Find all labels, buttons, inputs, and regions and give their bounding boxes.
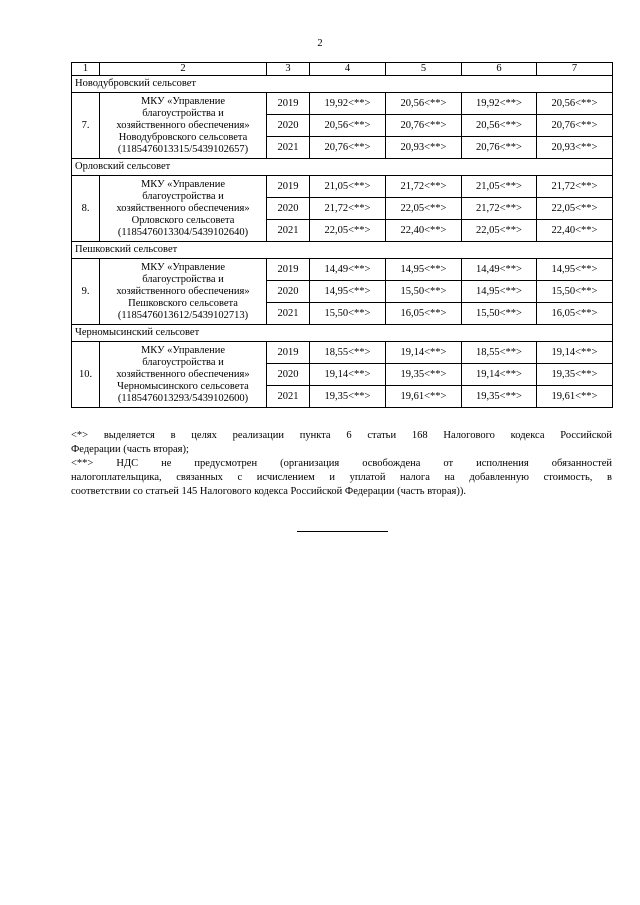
table-header-row [72,63,613,76]
tariff-table [71,62,613,408]
year-cell: 2019 [267,259,310,281]
tariff-cell: 20,56<**> [462,115,537,137]
year-cell: 2020 [267,115,310,137]
column-header: 1 [72,63,100,76]
row-number: 8. [72,176,100,242]
organization-line: хозяйственного обеспечения» [116,285,250,297]
tariff-cell: 21,72<**> [537,176,613,198]
section-title: Пешковский сельсовет [72,242,613,259]
tariff-cell: 19,92<**> [310,93,386,115]
tariff-table-body [72,63,613,408]
tariff-cell: 19,14<**> [462,364,537,386]
tariff-cell: 22,05<**> [462,220,537,242]
tariff-cell: 18,55<**> [462,342,537,364]
tariff-cell: 16,05<**> [386,303,462,325]
tariff-cell: 22,40<**> [386,220,462,242]
page-number: 2 [317,38,323,49]
tariff-cell: 20,76<**> [310,137,386,159]
tariff-cell: 20,76<**> [462,137,537,159]
organization-line: благоустройства и [142,273,224,285]
organization-line: (1185476013315/5439102657) [117,143,249,155]
section-title: Черномысинский сельсовет [72,325,613,342]
tariff-cell: 14,95<**> [462,281,537,303]
tariff-cell: 22,05<**> [537,198,613,220]
row-number: 9. [72,259,100,325]
tariff-cell: 16,05<**> [537,303,613,325]
tariff-cell: 20,56<**> [537,93,613,115]
tariff-cell: 15,50<**> [537,281,613,303]
table-row [72,342,613,364]
footnote-vat-exempt-line: <**> НДС не предусмотрен (организация освобождена от исполнения обязанностей [71,458,612,469]
column-header: 3 [267,63,310,76]
row-number: 10. [72,342,100,408]
row-number: 7. [72,93,100,159]
organization-line: Орловского сельсовета [131,214,235,226]
organization-line: хозяйственного обеспечения» [116,368,250,380]
tariff-cell: 19,35<**> [310,386,386,408]
organization-cell [100,93,267,159]
footnote-vat-exempt-line: налогоплательщика, связанных с исчислением и уплатой налога на добавленную стоимость, в [71,472,612,483]
organization-line: Новодубровского сельсовета [118,131,248,143]
year-cell: 2021 [267,303,310,325]
organization-line: МКУ «Управление [140,178,226,190]
footnote-vat-exempt-line: соответствии со статьей 145 Налогового кодекса Российской Федерации (часть вторая)). [71,486,466,497]
tariff-cell: 19,14<**> [310,364,386,386]
table-row [72,259,613,281]
tariff-cell: 18,55<**> [310,342,386,364]
footnotes [71,429,612,499]
tariff-cell: 19,35<**> [462,386,537,408]
organization-line: хозяйственного обеспечения» [116,202,250,214]
year-cell: 2020 [267,281,310,303]
table-row [72,93,613,115]
tariff-cell: 15,50<**> [386,281,462,303]
organization-line: благоустройства и [142,356,224,368]
tariff-cell: 20,93<**> [537,137,613,159]
tariff-cell: 20,56<**> [310,115,386,137]
tariff-cell: 14,49<**> [462,259,537,281]
organization-line: МКУ «Управление [140,344,226,356]
tariff-cell: 21,72<**> [462,198,537,220]
year-cell: 2021 [267,220,310,242]
organization-cell [100,342,267,408]
section-row [72,159,613,176]
year-cell: 2019 [267,176,310,198]
year-cell: 2021 [267,137,310,159]
column-header: 6 [462,63,537,76]
organization-cell [100,259,267,325]
tariff-cell: 21,72<**> [310,198,386,220]
year-cell: 2021 [267,386,310,408]
tariff-cell: 20,76<**> [537,115,613,137]
tariff-cell: 20,56<**> [386,93,462,115]
column-header: 5 [386,63,462,76]
year-cell: 2019 [267,93,310,115]
organization-line: Пешковского сельсовета [128,297,238,309]
tariff-cell: 22,05<**> [386,198,462,220]
column-header: 2 [100,63,267,76]
tariff-cell: 19,61<**> [386,386,462,408]
organization-line: благоустройства и [142,107,224,119]
tariff-cell: 19,14<**> [537,342,613,364]
table-row [72,176,613,198]
tariff-cell: 20,93<**> [386,137,462,159]
footnote-vat-allocated-line: Федерации (часть вторая); [71,444,189,455]
tariff-cell: 14,95<**> [310,281,386,303]
tariff-cell: 19,14<**> [386,342,462,364]
tariff-cell: 19,92<**> [462,93,537,115]
organization-line: хозяйственного обеспечения» [116,119,250,131]
organization-line: (1185476013293/5439102600) [117,392,249,404]
tariff-cell: 22,40<**> [537,220,613,242]
tariff-cell: 21,72<**> [386,176,462,198]
tariff-cell: 20,76<**> [386,115,462,137]
section-title: Новодубровский сельсовет [72,76,613,93]
section-row [72,325,613,342]
tariff-cell: 19,61<**> [537,386,613,408]
tariff-cell: 21,05<**> [310,176,386,198]
organization-line: (1185476013304/5439102640) [117,226,249,238]
organization-line: МКУ «Управление [140,261,226,273]
closing-line [297,531,388,532]
column-header: 7 [537,63,613,76]
organization-line: благоустройства и [142,190,224,202]
tariff-cell: 15,50<**> [462,303,537,325]
tariff-cell: 14,49<**> [310,259,386,281]
organization-line: Черномысинского сельсовета [117,380,249,392]
tariff-cell: 14,95<**> [386,259,462,281]
organization-cell [100,176,267,242]
tariff-cell: 14,95<**> [537,259,613,281]
tariff-cell: 15,50<**> [310,303,386,325]
section-row [72,76,613,93]
year-cell: 2020 [267,364,310,386]
organization-line: МКУ «Управление [140,95,226,107]
year-cell: 2019 [267,342,310,364]
footnote-vat-allocated-line: <*> выделяется в целях реализации пункта 6 статьи 168 Налогового кодекса Российской [71,430,612,441]
column-header: 4 [310,63,386,76]
tariff-cell: 22,05<**> [310,220,386,242]
section-row [72,242,613,259]
section-title: Орловский сельсовет [72,159,613,176]
tariff-cell: 21,05<**> [462,176,537,198]
organization-line: (1185476013612/5439102713) [117,309,249,321]
tariff-cell: 19,35<**> [386,364,462,386]
tariff-cell: 19,35<**> [537,364,613,386]
year-cell: 2020 [267,198,310,220]
